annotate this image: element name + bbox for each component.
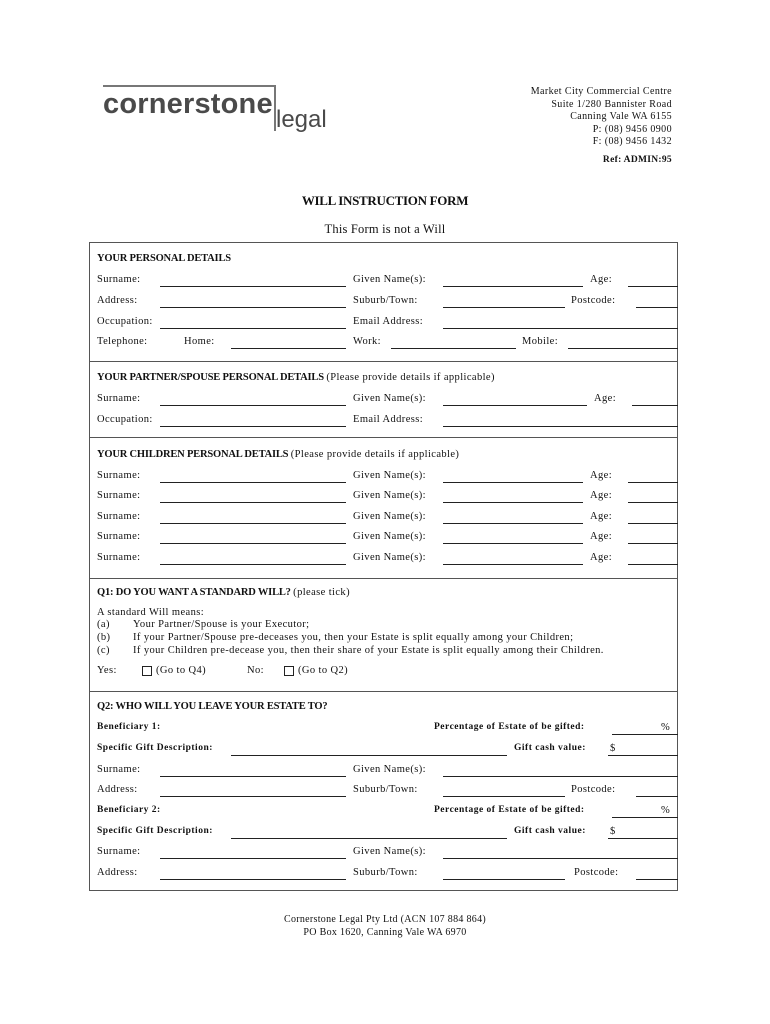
occupation-label: Occupation:: [97, 316, 153, 327]
child-age-field[interactable]: [628, 523, 678, 524]
children-heading-text: YOUR CHILDREN PERSONAL DETAILS: [97, 449, 289, 460]
beneficiary-surname-label: Surname:: [97, 764, 141, 775]
company-address: [531, 86, 672, 149]
percentage-field[interactable]: [612, 734, 678, 735]
beneficiary-given-names-field[interactable]: [443, 776, 678, 777]
dollar-sign: $: [610, 826, 616, 837]
gift-value-field[interactable]: [608, 838, 678, 839]
percentage-field[interactable]: [612, 817, 678, 818]
work-phone-label: Work:: [353, 336, 381, 347]
personal-details-heading: YOUR PERSONAL DETAILS: [97, 253, 231, 264]
beneficiary-suburb-label: Suburb/Town:: [353, 867, 418, 878]
occupation-field[interactable]: [160, 328, 346, 329]
child-given-names-field[interactable]: [443, 543, 583, 544]
child-given-names-field[interactable]: [443, 523, 583, 524]
email-label: Email Address:: [353, 316, 424, 327]
footer-po-box: PO Box 1620, Canning Vale WA 6970: [303, 927, 467, 938]
q1-yes-checkbox[interactable]: [142, 666, 152, 676]
logo-word-cornerstone: cornerstone: [103, 88, 273, 120]
form-subtitle: This Form is not a Will: [324, 222, 446, 236]
q1-item-text: Your Partner/Spouse is your Executor;: [133, 619, 310, 630]
child-surname-field[interactable]: [160, 482, 346, 483]
email-field[interactable]: [443, 328, 678, 329]
child-age-label: Age:: [590, 531, 613, 542]
address-fax: F: (08) 9456 1432: [592, 136, 672, 148]
child-given-names-label: Given Name(s):: [353, 470, 426, 481]
gift-value-field[interactable]: [608, 755, 678, 756]
section-divider: [89, 437, 678, 438]
postcode-field[interactable]: [636, 307, 678, 308]
partner-given-names-field[interactable]: [443, 405, 587, 406]
logo-word-legal: legal: [276, 106, 327, 133]
q1-heading: [97, 587, 350, 598]
age-label: Age:: [590, 274, 613, 285]
beneficiary-postcode-field[interactable]: [636, 796, 678, 797]
footer-company: Cornerstone Legal Pty Ltd (ACN 107 884 864): [283, 914, 487, 925]
mobile-label: Mobile:: [522, 336, 559, 347]
partner-email-label: Email Address:: [353, 414, 424, 425]
beneficiary-address-label: Address:: [97, 867, 138, 878]
q1-item-marker: (a): [97, 619, 110, 630]
address-label: Address:: [97, 295, 138, 306]
mobile-field[interactable]: [568, 348, 678, 349]
home-phone-label: Home:: [184, 336, 215, 347]
partner-given-names-label: Given Name(s):: [353, 393, 426, 404]
section-divider: [89, 361, 678, 362]
partner-occupation-label: Occupation:: [97, 414, 153, 425]
q1-item-text: If your Children pre-decease you, then their share of your Estate is split equally among their Children.: [133, 645, 604, 656]
q2-heading: Q2: WHO WILL YOU LEAVE YOUR ESTATE TO?: [97, 701, 328, 712]
home-phone-field[interactable]: [231, 348, 346, 349]
partner-surname-field[interactable]: [160, 405, 346, 406]
partner-occupation-field[interactable]: [160, 426, 346, 427]
given-names-field[interactable]: [443, 286, 583, 287]
partner-surname-label: Surname:: [97, 393, 141, 404]
child-surname-field[interactable]: [160, 523, 346, 524]
child-given-names-label: Given Name(s):: [353, 531, 426, 542]
company-logo: [103, 84, 343, 136]
address-line: Market City Commercial Centre: [530, 86, 672, 97]
children-details-heading: [97, 449, 459, 460]
beneficiary-suburb-field[interactable]: [443, 796, 565, 797]
address-line: Canning Vale WA 6155: [570, 111, 672, 123]
beneficiary-address-label: Address:: [97, 784, 138, 795]
telephone-label: Telephone:: [97, 336, 148, 347]
child-surname-label: Surname:: [97, 552, 141, 563]
q1-no-goto: (Go to Q2): [298, 665, 349, 676]
child-age-label: Age:: [590, 511, 613, 522]
gift-value-label: Gift cash value:: [514, 743, 586, 753]
partner-age-label: Age:: [594, 393, 617, 404]
beneficiary-1-label: Beneficiary 1:: [97, 722, 161, 732]
q1-yes-goto: (Go to Q4): [156, 665, 207, 676]
gift-description-label: Specific Gift Description:: [97, 826, 213, 836]
percent-sign: %: [661, 805, 671, 816]
partner-email-field[interactable]: [443, 426, 678, 427]
beneficiary-postcode-field[interactable]: [636, 879, 678, 880]
q1-yes-label: Yes:: [97, 665, 117, 676]
child-age-field[interactable]: [628, 543, 678, 544]
beneficiary-surname-field[interactable]: [160, 776, 346, 777]
beneficiary-2-label: Beneficiary 2:: [97, 805, 161, 815]
partner-heading-note: (Please provide details if applicable): [326, 372, 495, 383]
gift-value-label: Gift cash value:: [514, 826, 586, 836]
beneficiary-postcode-label: Postcode:: [571, 784, 616, 795]
gift-description-field[interactable]: [231, 755, 507, 756]
given-names-label: Given Name(s):: [353, 274, 426, 285]
beneficiary-given-names-field[interactable]: [443, 858, 678, 859]
reference-number: Ref: ADMIN:95: [602, 155, 672, 165]
address-line: Suite 1/280 Bannister Road: [551, 98, 672, 110]
child-age-field[interactable]: [628, 482, 678, 483]
child-surname-field[interactable]: [160, 543, 346, 544]
address-field[interactable]: [160, 307, 346, 308]
gift-description-label: Specific Gift Description:: [97, 743, 213, 753]
q1-heading-note: (please tick): [293, 587, 350, 598]
child-surname-label: Surname:: [97, 490, 141, 501]
child-given-names-label: Given Name(s):: [353, 490, 426, 501]
percent-sign: %: [661, 722, 671, 733]
q1-item-marker: (c): [97, 645, 110, 656]
children-heading-note: (Please provide details if applicable): [290, 449, 460, 460]
beneficiary-address-field[interactable]: [160, 796, 346, 797]
beneficiary-address-field[interactable]: [160, 879, 346, 880]
suburb-label: Suburb/Town:: [353, 295, 418, 306]
partner-heading-text: YOUR PARTNER/SPOUSE PERSONAL DETAILS: [97, 372, 324, 383]
percentage-label: Percentage of Estate of be gifted:: [434, 805, 585, 815]
child-age-label: Age:: [590, 470, 613, 481]
child-age-field[interactable]: [628, 564, 678, 565]
child-given-names-field[interactable]: [443, 482, 583, 483]
child-given-names-label: Given Name(s):: [353, 552, 426, 563]
beneficiary-surname-field[interactable]: [160, 858, 346, 859]
beneficiary-given-names-label: Given Name(s):: [353, 764, 426, 775]
gift-description-field[interactable]: [231, 838, 507, 839]
child-surname-label: Surname:: [97, 511, 141, 522]
child-age-field[interactable]: [628, 502, 678, 503]
beneficiary-postcode-label: Postcode:: [574, 867, 619, 878]
surname-label: Surname:: [97, 274, 141, 285]
q1-item-text: If your Partner/Spouse pre-deceases you, then your Estate is split equally among your Children;: [133, 632, 574, 643]
child-surname-label: Surname:: [97, 531, 141, 542]
beneficiary-suburb-field[interactable]: [443, 879, 565, 880]
child-surname-label: Surname:: [97, 470, 141, 481]
suburb-field[interactable]: [443, 307, 565, 308]
address-phone: P: (08) 9456 0900: [592, 123, 672, 135]
postcode-label: Postcode:: [571, 295, 616, 306]
child-given-names-field[interactable]: [443, 502, 583, 503]
q1-intro: A standard Will means:: [97, 607, 205, 618]
q1-heading-text: Q1: DO YOU WANT A STANDARD WILL?: [97, 587, 291, 598]
logo-rule-horizontal: [103, 85, 275, 87]
form-title: WILL INSTRUCTION FORM: [301, 193, 469, 208]
section-divider: [89, 691, 678, 692]
child-given-names-field[interactable]: [443, 564, 583, 565]
surname-field[interactable]: [160, 286, 346, 287]
age-field[interactable]: [628, 286, 678, 287]
child-age-label: Age:: [590, 490, 613, 501]
work-phone-field[interactable]: [391, 348, 516, 349]
child-given-names-label: Given Name(s):: [353, 511, 426, 522]
beneficiary-suburb-label: Suburb/Town:: [353, 784, 418, 795]
section-divider: [89, 578, 678, 579]
child-surname-field[interactable]: [160, 502, 346, 503]
partner-details-heading: [97, 372, 495, 383]
beneficiary-given-names-label: Given Name(s):: [353, 846, 426, 857]
child-surname-field[interactable]: [160, 564, 346, 565]
q1-no-label: No:: [247, 665, 264, 676]
beneficiary-surname-label: Surname:: [97, 846, 141, 857]
child-age-label: Age:: [590, 552, 613, 563]
partner-age-field[interactable]: [632, 405, 678, 406]
dollar-sign: $: [610, 743, 616, 754]
q1-item-marker: (b): [97, 632, 111, 643]
percentage-label: Percentage of Estate of be gifted:: [434, 722, 585, 732]
q1-no-checkbox[interactable]: [284, 666, 294, 676]
